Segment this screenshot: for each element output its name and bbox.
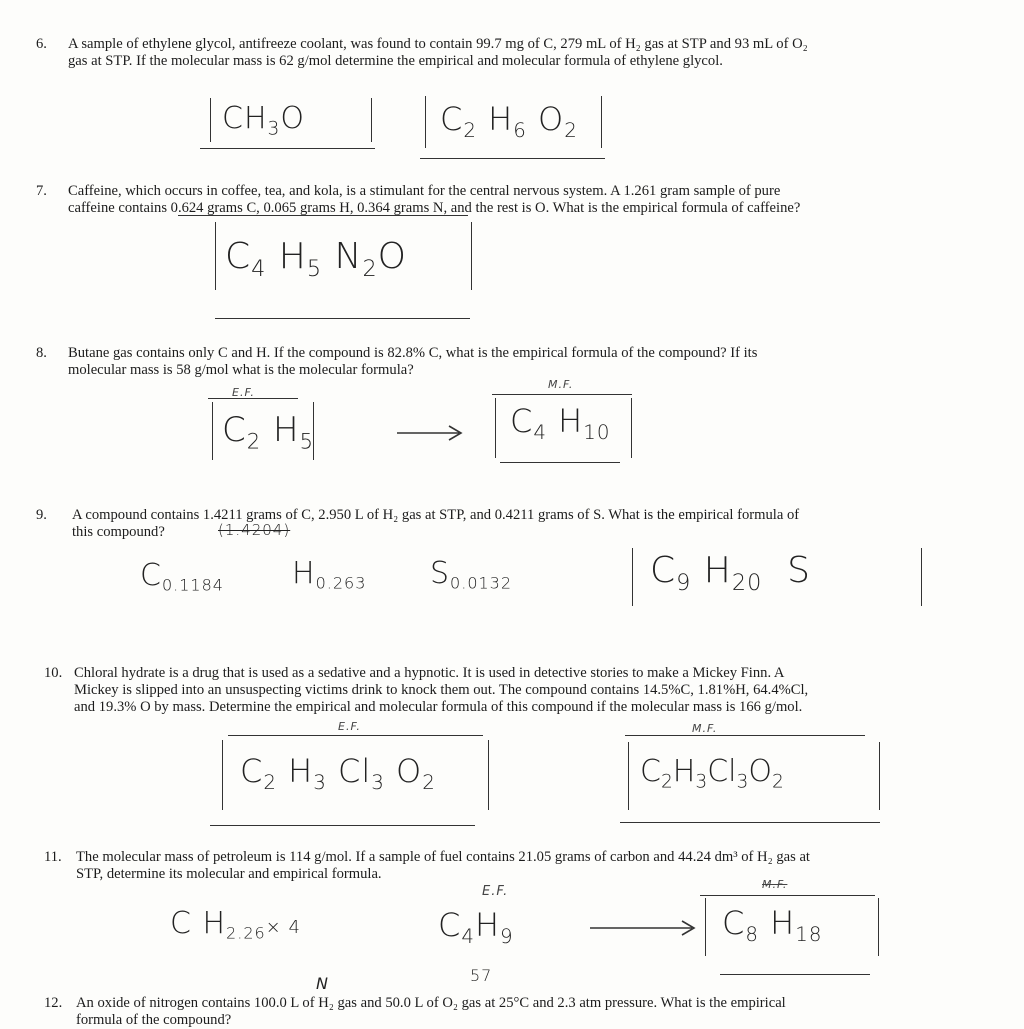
question-text-line: molecular mass is 58 g/mol what is the molecular formula?: [68, 362, 414, 378]
answer-molecular-formula: $C_2H_3Cl_3O_2$: [640, 754, 784, 793]
question-number: 9.: [36, 507, 47, 523]
answer-molecular-formula: $C_8$ $H_{18}$: [722, 904, 823, 946]
caffeine-grams-underline: [178, 215, 468, 216]
working-calculation: C $H_{2.26}\times 4$: [170, 906, 301, 943]
handwritten-correction: N: [316, 974, 329, 993]
question-text-line: this compound?: [72, 524, 165, 540]
question-text-line: A compound contains 1.4211 grams of C, 2.950 L of H₂ gas at STP, and 0.4211 grams of S. What is the empirical formula of: [72, 507, 800, 523]
question-number: 12.: [44, 995, 63, 1011]
answer-empirical-formula: $C_2$ $H_3$ $Cl_3$ $O_2$: [240, 752, 436, 794]
answer-molecular-formula: $C_4$ $H_{10}$: [510, 402, 611, 444]
question-number: 11.: [44, 849, 62, 865]
question-text-line: A sample of ethylene glycol, antifreeze coolant, was found to contain 99.7 mg of C, 279 mL of H₂ gas at STP and 93 mL of O₂: [68, 36, 808, 52]
answer-empirical-formula: $C_2$ $H_5$: [222, 410, 314, 454]
question-text-line: STP, determine its molecular and empirical formula.: [76, 866, 382, 882]
molecular-formula-label: M.F.: [762, 878, 788, 891]
answer-empirical-formula: $CH_3O$: [222, 101, 305, 140]
question-text-line: An oxide of nitrogen contains 100.0 L of H₂ gas and 50.0 L of O₂ gas at 25°C and 2.3 atm pressure. What is the empirical: [76, 995, 786, 1011]
empirical-formula-label: E.F.: [338, 720, 361, 733]
answer-topline: [228, 735, 483, 736]
empirical-mass: 57: [470, 966, 493, 985]
moles-sulfur: $S_{0.0132}$: [430, 556, 513, 593]
question-text-line: Caffeine, which occurs in coffee, tea, and kola, is a stimulant for the central nervous system. A 1.261 gram sample of pure: [68, 183, 781, 199]
answer-topline: [625, 735, 865, 736]
answer-empirical-formula: $C_9$ $H_{20}$ S: [650, 550, 812, 596]
question-text-line: and 19.3% O by mass. Determine the empirical and molecular formula of this compound if the molecular mass is 166 g/mol.: [74, 699, 803, 715]
answer-underline: [420, 158, 605, 159]
empirical-formula-label: E.F.: [482, 884, 509, 899]
answer-topline: [492, 394, 632, 395]
answer-underline: [500, 462, 620, 463]
arrow-icon: [588, 918, 698, 938]
question-text-line: Mickey is slipped into an unsuspecting victims drink to knock them out. The compound contains 14.5%C, 1.81%H, 64.4%Cl,: [74, 682, 809, 698]
answer-empirical-formula: $C_4H_9$: [438, 906, 514, 948]
question-text-line: gas at STP. If the molecular mass is 62 g/mol determine the empirical and molecular formula of ethylene glycol.: [68, 53, 723, 69]
question-text-line: Butane gas contains only C and H. If the compound is 82.8% C, what is the empirical formula of the compound? If its: [68, 345, 758, 361]
empirical-formula-label: E.F.: [232, 386, 255, 399]
moles-carbon: $C_{0.1184}$: [140, 558, 224, 595]
question-text-line: The molecular mass of petroleum is 114 g/mol. If a sample of fuel contains 21.05 grams of carbon and 44.24 dm³ of H₂ gas at: [76, 849, 810, 865]
question-text-line: formula of the compound?: [76, 1012, 232, 1028]
question-number: 10.: [44, 665, 63, 681]
moles-hydrogen: $H_{0.263}$: [292, 556, 367, 593]
question-text-line: Chloral hydrate is a drug that is used as a sedative and a hypnotic. It is used in detective stories to make a Mickey Finn. A: [74, 665, 785, 681]
answer-molecular-formula: $C_2$ $H_6$ $O_2$: [440, 100, 578, 142]
answer-underline: [215, 318, 470, 319]
question-text-line: caffeine contains 0.624 grams C, 0.065 grams H, 0.364 grams N, and the rest is O. What is the empirical formula of caffeine?: [68, 200, 801, 216]
answer-underline: [720, 974, 870, 975]
crossed-out-note: (1.4204): [218, 521, 291, 539]
molecular-formula-label: M.F.: [548, 378, 574, 391]
answer-underline: [210, 825, 475, 826]
question-number: 7.: [36, 183, 47, 199]
molecular-formula-label: M.F.: [692, 722, 718, 735]
question-number: 8.: [36, 345, 47, 361]
answer-underline: [200, 148, 375, 149]
answer-underline: [620, 822, 880, 823]
arrow-icon: [395, 423, 465, 443]
answer-empirical-formula: $C_4$ $H_5$ $N_2O$: [225, 236, 408, 282]
answer-topline: [700, 895, 875, 896]
question-number: 6.: [36, 36, 47, 52]
answer-topline: [208, 398, 298, 399]
